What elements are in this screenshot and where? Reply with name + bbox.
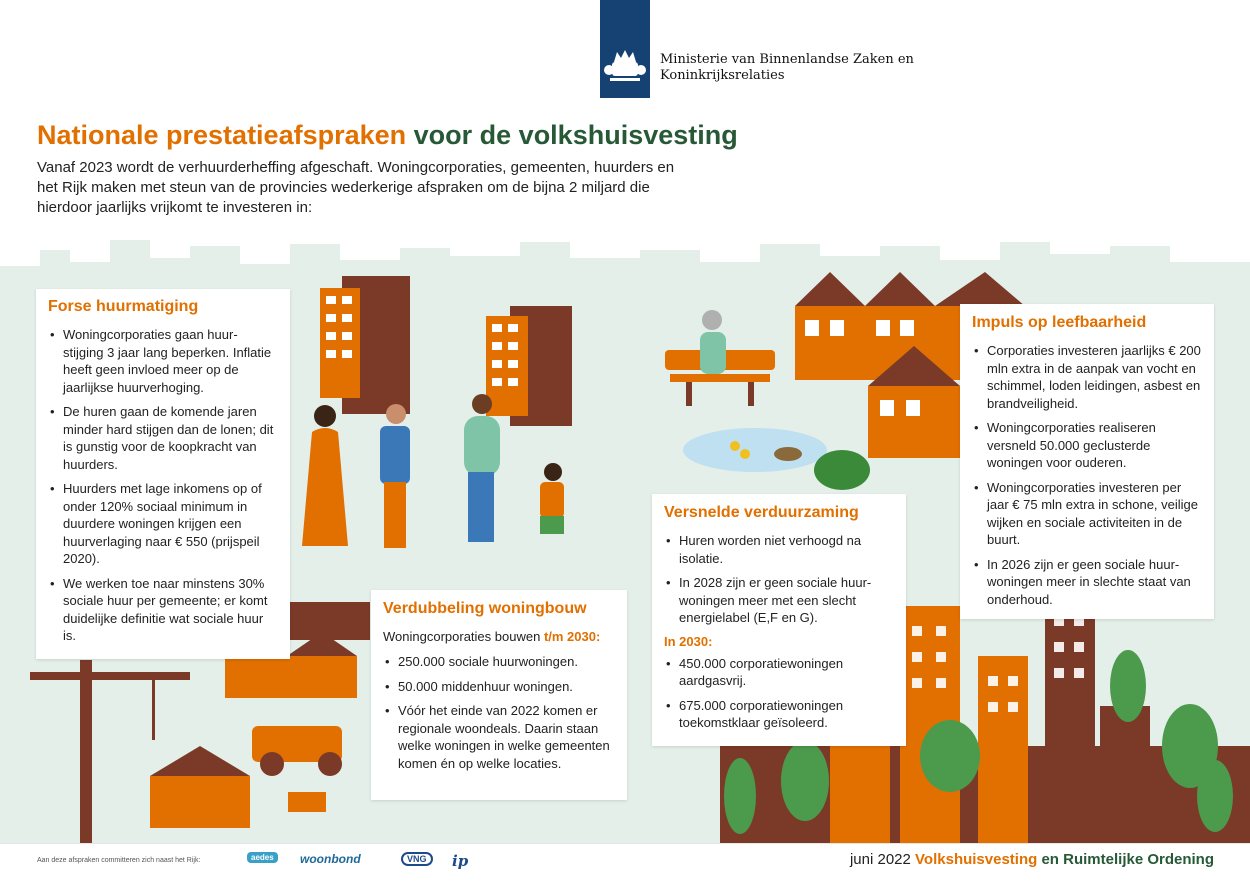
ministry-line-1: Ministerie van Binnenlandse Zaken en bbox=[660, 52, 914, 67]
card-huurmatiging bbox=[36, 289, 290, 659]
partner-logo-ip: ip bbox=[452, 852, 469, 870]
list-item: • 50.000 middenhuur woningen. bbox=[383, 678, 615, 696]
card-huurmatiging-list bbox=[48, 326, 278, 645]
footer-date-department bbox=[850, 851, 1214, 868]
list-item: • Woningcorporaties gaan huur-stijging 3 jaar lang beperken. Inflatie heeft geen invloed meer op de jaarlijkse huurverhoging. bbox=[48, 326, 278, 396]
card-verduurzaming-list-2030 bbox=[664, 655, 894, 732]
list-item: • Huurders met lage inkomens op of onder 120% sociaal minimum in duurdere woningen krijgen een huurverlaging naar € 550 (prijspeil 2020). bbox=[48, 480, 278, 568]
list-item: • Woningcorporaties realiseren versneld 50.000 geclusterde woningen voor ouderen. bbox=[972, 419, 1202, 472]
lead-text: Woningcorporaties bouwen bbox=[383, 629, 541, 644]
footer-dept-1: Volkshuisvesting bbox=[915, 851, 1038, 868]
card-woningbouw-title: Verdubbeling woningbouw bbox=[383, 600, 587, 617]
card-verduurzaming bbox=[652, 494, 906, 746]
list-item: • 450.000 corporatiewoningen aardgasvrij. bbox=[664, 655, 894, 690]
list-item: • Huren worden niet verhoogd na isolatie. bbox=[664, 532, 894, 567]
footer-dept-2: en Ruimtelijke Ordening bbox=[1041, 851, 1214, 868]
card-woningbouw bbox=[371, 590, 627, 800]
list-item: • In 2028 zijn er geen sociale huur-woningen meer met een slecht energielabel (E,F en G). bbox=[664, 574, 894, 627]
card-verduurzaming-list bbox=[664, 532, 894, 627]
title-part-1: Nationale prestatieafspraken bbox=[37, 120, 407, 150]
ministry-line-2: Koninkrijksrelaties bbox=[660, 68, 785, 83]
card-woningbouw-lead bbox=[383, 628, 615, 645]
card-leefbaarheid-title: Impuls op leefbaarheid bbox=[972, 314, 1147, 331]
partner-logo-woonbond: woonbond bbox=[300, 852, 361, 866]
list-item: • 250.000 sociale huurwoningen. bbox=[383, 653, 615, 671]
card-leefbaarheid bbox=[960, 304, 1214, 619]
card-verduurzaming-subheading: In 2030: bbox=[664, 633, 713, 649]
ministry-name bbox=[660, 52, 914, 84]
crown-emblem-icon bbox=[600, 0, 650, 98]
card-huurmatiging-title: Forse huurmatiging bbox=[48, 298, 199, 315]
page-title bbox=[37, 120, 738, 151]
list-item: • We werken toe naar minstens 30% sociale huur per gemeente; er komt duidelijke definitie wat sociale huur is. bbox=[48, 575, 278, 645]
footer-divider bbox=[0, 843, 1250, 844]
card-verduurzaming-title: Versnelde verduurzaming bbox=[664, 504, 859, 521]
list-item: • 675.000 corporatiewoningen toekomstklaar geïsoleerd. bbox=[664, 697, 894, 732]
list-item: • Vóór het einde van 2022 komen er regionale woondeals. Daarin staan welke woningen in welke gemeenten komen én op welke locaties. bbox=[383, 702, 615, 772]
rijksoverheid-logo bbox=[600, 0, 650, 98]
list-item: • De huren gaan de komende jaren minder hard stijgen dan de lonen; dit is gunstig voor de koopkracht van huurders. bbox=[48, 403, 278, 473]
footer-date: juni 2022 bbox=[849, 851, 911, 868]
lead-highlight: t/m 2030: bbox=[543, 629, 601, 644]
card-woningbouw-list bbox=[383, 653, 615, 772]
list-item: • In 2026 zijn er geen sociale huur-woningen meer in slechte staat van onderhoud. bbox=[972, 556, 1202, 609]
card-leefbaarheid-list bbox=[972, 342, 1202, 608]
list-item: • Corporaties investeren jaarlijks € 200 mln extra in de aanpak van vocht en schimmel, loden leidingen, asbest en brandveiligheid. bbox=[972, 342, 1202, 412]
title-part-2: voor de volkshuisvesting bbox=[413, 120, 738, 150]
list-item: • Woningcorporaties investeren per jaar € 75 mln extra in schone, veilige wijken en sociale activiteiten in de buurt. bbox=[972, 479, 1202, 549]
footer-note: Aan deze afspraken committeren zich naast het Rijk: bbox=[37, 857, 201, 864]
partner-logo-vng: VNG bbox=[401, 852, 433, 866]
intro-text: Vanaf 2023 wordt de verhuurderheffing afgeschaft. Woningcorporaties, gemeenten, huurders en het Rijk maken met steun van de provincies wederkerige afspraken om de bijna 2 miljard die hierdoor jaarlijks vrijkomt te investeren in: bbox=[37, 159, 675, 216]
partner-logo-aedes: aedes bbox=[247, 852, 278, 863]
